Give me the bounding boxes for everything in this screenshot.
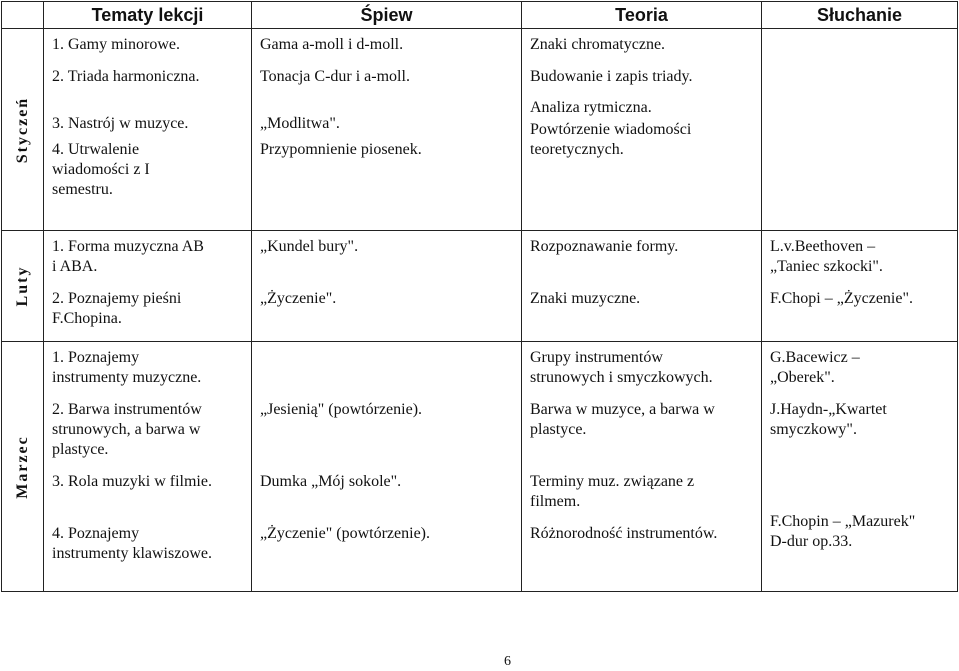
singing-cell-february bbox=[252, 231, 522, 342]
singing-line: Gama a-moll i d-moll. bbox=[260, 36, 404, 53]
header-theory: Teoria bbox=[522, 2, 762, 29]
singing-line: „Życzenie". bbox=[260, 290, 337, 307]
topic-line: semestru. bbox=[52, 181, 113, 198]
month-text: Marzec bbox=[13, 434, 31, 499]
topic-line: instrumenty klawiszowe. bbox=[52, 545, 212, 562]
theory-line: Znaki chromatyczne. bbox=[530, 36, 666, 53]
listening-cell-january bbox=[762, 29, 958, 231]
header-topics: Tematy lekcji bbox=[44, 2, 252, 29]
listening-line: „Oberek". bbox=[770, 369, 835, 386]
topic-line: instrumenty muzyczne. bbox=[52, 369, 202, 386]
topic-line: F.Chopina. bbox=[52, 310, 122, 327]
listening-line: smyczkowy". bbox=[770, 421, 857, 438]
lesson-plan-table bbox=[1, 1, 958, 592]
month-row-march bbox=[2, 342, 958, 592]
singing-line: „Życzenie" (powtórzenie). bbox=[260, 525, 430, 542]
topic-line: strunowych, a barwa w bbox=[52, 421, 201, 438]
listening-line: „Taniec szkocki". bbox=[770, 258, 883, 275]
header-blank bbox=[2, 2, 44, 29]
theory-line: Terminy muz. związane z bbox=[530, 473, 695, 490]
theory-line: Barwa w muzyce, a barwa w bbox=[530, 401, 715, 418]
theory-line: Znaki muzyczne. bbox=[530, 290, 641, 307]
month-row-february bbox=[2, 231, 958, 342]
topic-line: 1. Poznajemy bbox=[52, 349, 140, 366]
month-label-february bbox=[2, 231, 44, 342]
theory-cell-february bbox=[522, 231, 762, 342]
listening-line: F.Chopi – „Życzenie". bbox=[770, 290, 913, 307]
month-label-january bbox=[2, 29, 44, 231]
topic-line: 3. Rola muzyki w filmie. bbox=[52, 473, 212, 490]
listening-line: F.Chopin – „Mazurek" bbox=[770, 513, 916, 530]
listening-line: J.Haydn-„Kwartet bbox=[770, 401, 887, 418]
topic-line: 2. Triada harmoniczna. bbox=[52, 68, 200, 85]
header-listening: Słuchanie bbox=[762, 2, 958, 29]
month-text: Styczeń bbox=[13, 96, 31, 163]
singing-cell-january bbox=[252, 29, 522, 231]
singing-line: „Modlitwa". bbox=[260, 115, 340, 132]
month-text: Luty bbox=[13, 265, 31, 307]
singing-cell-march bbox=[252, 342, 522, 592]
header-row bbox=[2, 2, 958, 29]
singing-line: Przypomnienie piosenek. bbox=[260, 141, 422, 158]
page-number: 6 bbox=[504, 654, 511, 669]
singing-line: Dumka „Mój sokole". bbox=[260, 473, 402, 490]
topic-line: i ABA. bbox=[52, 258, 98, 275]
theory-line: filmem. bbox=[530, 493, 581, 510]
listening-line: G.Bacewicz – bbox=[770, 349, 860, 366]
theory-cell-march bbox=[522, 342, 762, 592]
topic-line: 4. Utrwalenie bbox=[52, 141, 140, 158]
listening-cell-march bbox=[762, 342, 958, 592]
theory-line: Rozpoznawanie formy. bbox=[530, 238, 679, 255]
topic-line: 2. Poznajemy pieśni bbox=[52, 290, 182, 307]
header-singing: Śpiew bbox=[252, 2, 522, 29]
topic-line: 1. Gamy minorowe. bbox=[52, 36, 180, 53]
topic-line: 2. Barwa instrumentów bbox=[52, 401, 202, 418]
listening-line: L.v.Beethoven – bbox=[770, 238, 876, 255]
topics-cell-march bbox=[44, 342, 252, 592]
singing-line: Tonacja C-dur i a-moll. bbox=[260, 68, 410, 85]
listening-cell-february bbox=[762, 231, 958, 342]
theory-line: teoretycznych. bbox=[530, 141, 624, 158]
topic-line: 3. Nastrój w muzyce. bbox=[52, 115, 189, 132]
theory-line: Grupy instrumentów bbox=[530, 349, 663, 366]
theory-line: plastyce. bbox=[530, 421, 587, 438]
listening-line: D-dur op.33. bbox=[770, 533, 853, 550]
month-row-january bbox=[2, 29, 958, 231]
topic-line: 4. Poznajemy bbox=[52, 525, 140, 542]
theory-line: strunowych i smyczkowych. bbox=[530, 369, 713, 386]
topics-cell-january bbox=[44, 29, 252, 231]
singing-line: „Kundel bury". bbox=[260, 238, 359, 255]
theory-line: Budowanie i zapis triady. bbox=[530, 68, 693, 85]
theory-line: Powtórzenie wiadomości bbox=[530, 121, 692, 138]
topic-line: wiadomości z I bbox=[52, 161, 150, 178]
topic-line: plastyce. bbox=[52, 441, 109, 458]
theory-line: Analiza rytmiczna. bbox=[530, 99, 652, 116]
topic-line: 1. Forma muzyczna AB bbox=[52, 238, 204, 255]
topics-cell-february bbox=[44, 231, 252, 342]
month-label-march bbox=[2, 342, 44, 592]
singing-line: „Jesienią" (powtórzenie). bbox=[260, 401, 423, 418]
theory-line: Różnorodność instrumentów. bbox=[530, 525, 718, 542]
theory-cell-january bbox=[522, 29, 762, 231]
